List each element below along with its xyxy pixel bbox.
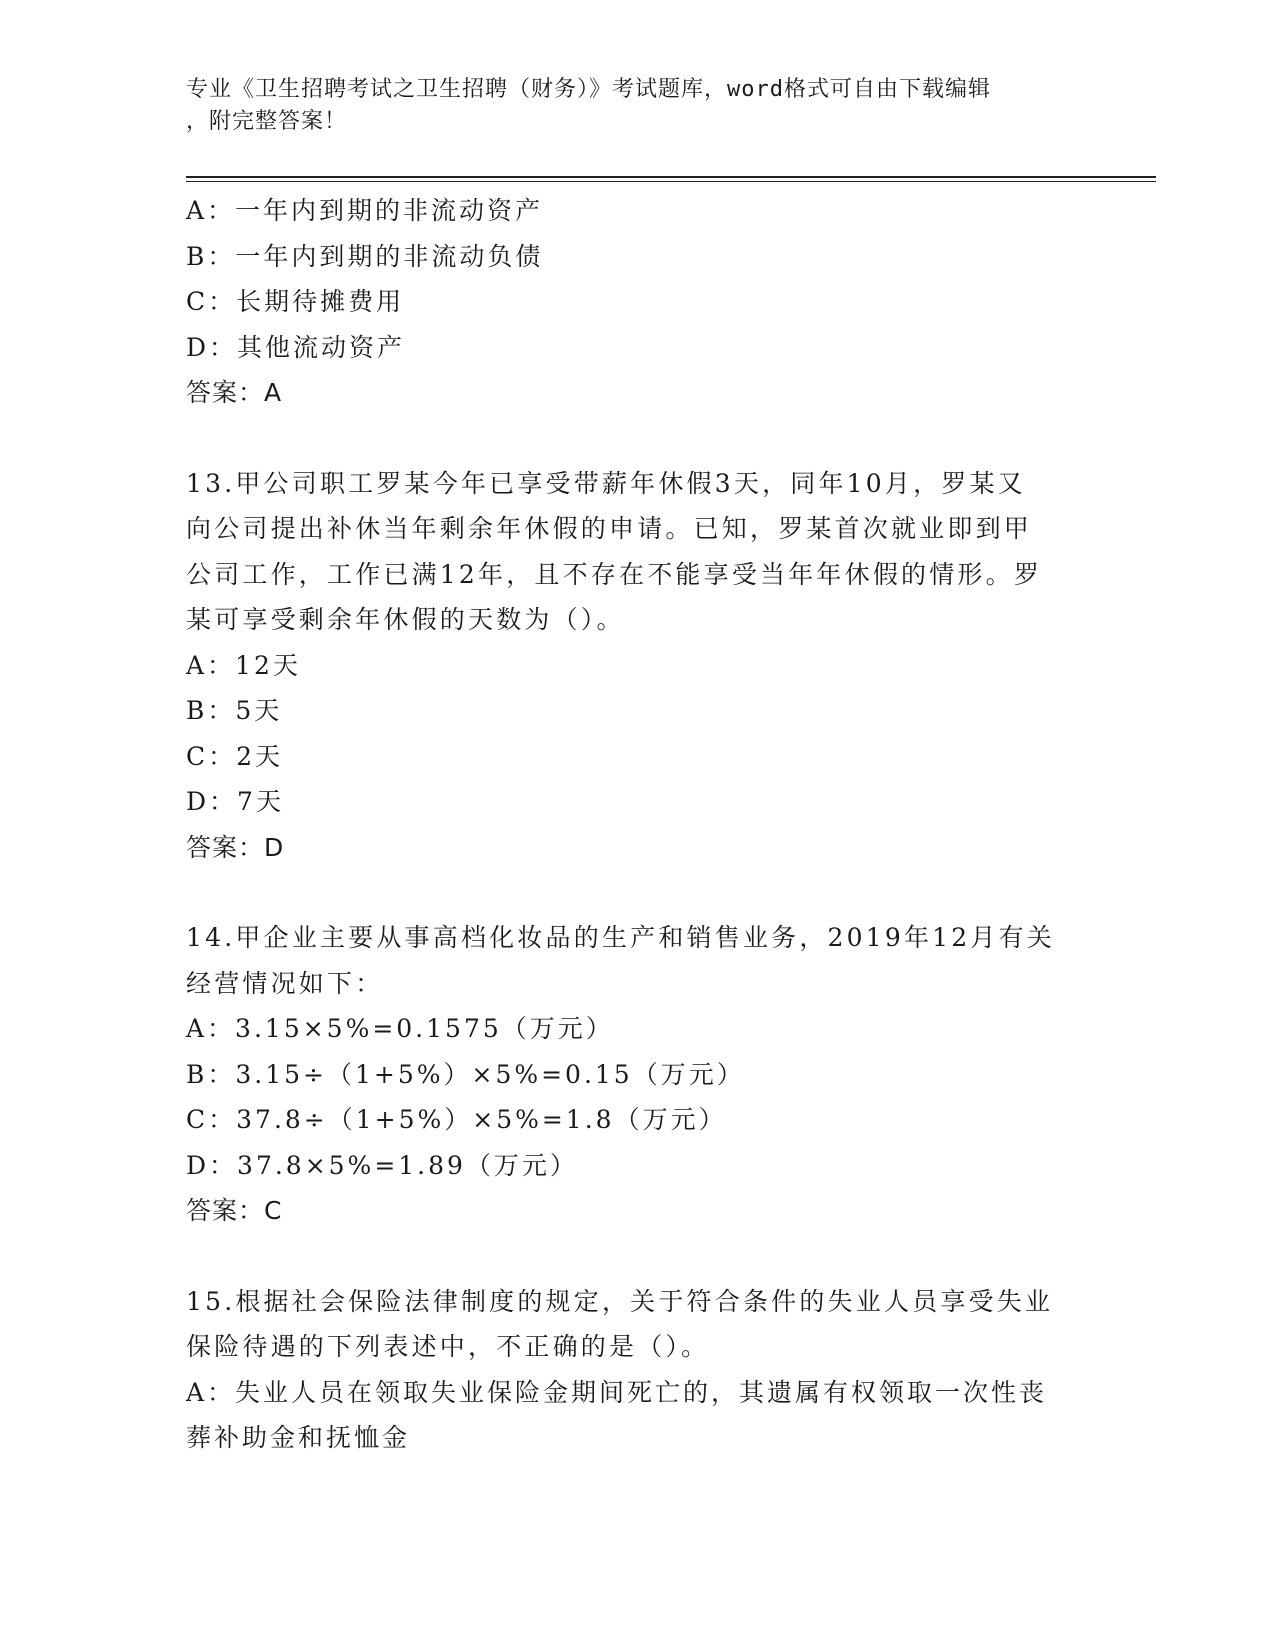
- option-d: D：37.8×5%=1.89（万元）: [186, 1150, 578, 1180]
- stem-line: 保险待遇的下列表述中，不正确的是（）。: [186, 1332, 710, 1361]
- header-line-1: 专业《卫生招聘考试之卫生招聘（财务）》考试题库，word格式可自由下载编辑: [186, 77, 991, 102]
- answer: 答案：D: [186, 832, 285, 862]
- stem-line: 13.甲公司职工罗某今年已享受带薪年休假3天，同年10月，罗某又: [186, 468, 1026, 498]
- answer: 答案：C: [186, 1196, 283, 1225]
- header-line-2: ，附完整答案！: [186, 109, 348, 134]
- document-body: [186, 188, 1086, 1461]
- question-12: [186, 188, 1086, 416]
- option-a: A：一年内到期的非流动资产: [186, 196, 544, 225]
- option-c: C：2天: [186, 741, 284, 771]
- stem-line: 某可享受剩余年休假的天数为（）。: [186, 605, 625, 634]
- stem-line: 经营情况如下：: [186, 968, 384, 998]
- stem-line: 14.甲企业主要从事高档化妆品的生产和销售业务，2019年12月有关: [186, 923, 1055, 952]
- document-header: [186, 74, 1066, 138]
- option-b: B：3.15÷（1+5%）×5%=0.15（万元）: [186, 1059, 745, 1089]
- option-d: D：其他流动资产: [186, 332, 406, 362]
- stem-line: 公司工作，工作已满12年，且不存在不能享受当年年休假的情形。罗: [186, 559, 1043, 589]
- option-b: B：5天: [186, 696, 283, 725]
- question-14: [186, 915, 1086, 1234]
- answer: 答案：A: [186, 378, 283, 407]
- stem-line: 15.根据社会保险法律制度的规定，关于符合条件的失业人员享受失业: [186, 1286, 1054, 1316]
- question-stem: [186, 461, 1066, 643]
- spacer: [186, 1234, 1086, 1279]
- option-a: A：12天: [186, 650, 301, 680]
- option-d: D：7天: [186, 787, 284, 816]
- question-stem: [186, 915, 1066, 1006]
- header-rule-thick: [186, 176, 1156, 178]
- question-15: [186, 1279, 1086, 1461]
- question-13: [186, 461, 1086, 871]
- option-c: C：长期待摊费用: [186, 287, 405, 316]
- spacer: [186, 870, 1086, 915]
- option-a: A：3.15×5%=0.1575（万元）: [186, 1014, 614, 1043]
- option-a-continued: 葬补助金和抚恤金: [186, 1423, 411, 1452]
- option-c: C：37.8÷（1+5%）×5%=1.8（万元）: [186, 1105, 727, 1134]
- option-b: B：一年内到期的非流动负债: [186, 241, 544, 271]
- header-rule-thin: [186, 181, 1156, 182]
- option-a: A：失业人员在领取失业保险金期间死亡的，其遗属有权领取一次性丧: [186, 1377, 1048, 1407]
- spacer: [186, 416, 1086, 461]
- stem-line: 向公司提出补休当年剩余年休假的申请。已知，罗某首次就业即到甲: [186, 514, 1033, 543]
- question-stem: [186, 1279, 1066, 1370]
